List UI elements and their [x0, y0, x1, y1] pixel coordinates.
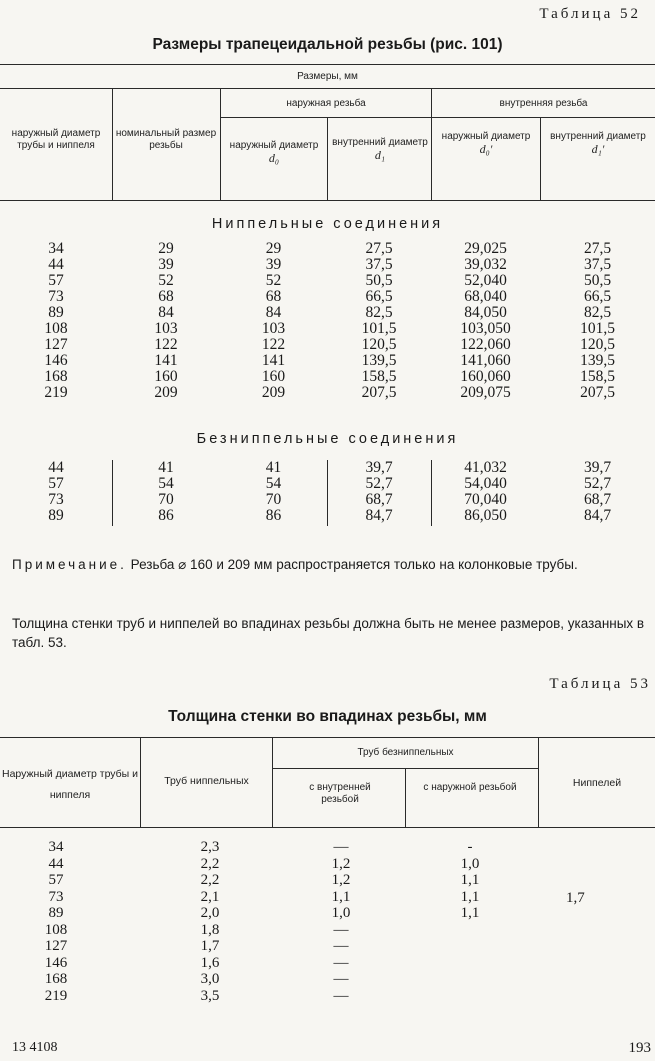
- table-row: [0, 354, 655, 368]
- table-cell: 57: [48, 475, 64, 492]
- header-outer-pipe: наружный диаметр трубы и ниппеля: [11, 128, 101, 151]
- table-cell: 139,5: [580, 352, 615, 369]
- table-cell: 146: [44, 954, 68, 971]
- table-cell: 1,0: [460, 855, 480, 872]
- table-cell: 168: [44, 368, 68, 385]
- table-cell: 122: [261, 336, 286, 353]
- table-cell: 160: [261, 368, 286, 385]
- table-row: [0, 923, 655, 937]
- table-cell: 66,5: [365, 288, 393, 305]
- table-cell: 29: [265, 240, 282, 257]
- table-cell: 1,1: [460, 888, 480, 905]
- table52-title: Размеры трапецеидальной резьбы (рис. 101): [152, 36, 503, 53]
- table-cell: 127: [44, 938, 68, 954]
- table-cell: 2,3: [200, 839, 220, 855]
- table-cell: 68: [158, 288, 174, 305]
- table-cell: 66,5: [583, 288, 612, 305]
- table-cell: 86,050: [464, 507, 507, 524]
- header-inner-thread: внутренняя резьба: [499, 98, 588, 109]
- note-label: Примечание.: [12, 557, 127, 572]
- table-cell: 54: [265, 475, 282, 492]
- table-cell: 122: [154, 336, 178, 353]
- table-cell: 29,025: [464, 240, 507, 257]
- table-row: [0, 322, 655, 336]
- table-cell: 68,7: [365, 491, 393, 508]
- table-cell: 160,060: [460, 368, 511, 385]
- table-cell: 158,5: [580, 368, 615, 385]
- table-row: [0, 890, 655, 904]
- table-cell: 1,0: [331, 905, 351, 921]
- table-cell: —: [333, 987, 349, 1004]
- table-cell: 1,1: [460, 872, 480, 888]
- note: [12, 555, 652, 574]
- header-group-sizes: Размеры, мм: [297, 71, 358, 82]
- table-cell: 122,060: [460, 336, 511, 353]
- table-cell: —: [333, 971, 349, 987]
- t53-header-nippleless-group: Труб безниппельных: [357, 747, 454, 758]
- table-cell: 52,040: [464, 272, 507, 289]
- table-cell: 86: [158, 507, 174, 524]
- table-row: [0, 461, 655, 475]
- table-cell: —: [333, 921, 349, 938]
- table-cell: 1,2: [331, 855, 351, 872]
- table-cell: 39: [265, 256, 282, 273]
- table-row: [0, 274, 655, 288]
- table-cell: 70: [265, 491, 282, 508]
- table-cell: 89: [48, 304, 64, 321]
- table52-label: Таблица 52: [539, 6, 641, 22]
- table-cell: 37,5: [583, 256, 612, 273]
- table-cell: 101,5: [580, 320, 615, 337]
- table-cell: 1,6: [200, 954, 220, 971]
- table-cell: 108: [44, 921, 68, 938]
- table-cell: 89: [48, 507, 64, 524]
- table-row: [0, 509, 655, 523]
- table-cell: 52,7: [365, 475, 393, 492]
- header-inner-diam-d1p: внутренний диаметр d₁': [550, 131, 646, 156]
- table-cell: 158,5: [361, 368, 397, 385]
- table-cell: 2,1: [200, 888, 220, 905]
- table-cell: 27,5: [365, 240, 393, 257]
- table-cell: 139,5: [361, 352, 397, 369]
- header-outer-diam-d0p: наружный диаметр d₀': [441, 131, 531, 156]
- table-cell: 2,2: [200, 872, 220, 888]
- table-row: [0, 477, 655, 491]
- table-cell: 41: [265, 459, 282, 476]
- table-cell: 160: [154, 368, 178, 385]
- table-row: [0, 906, 655, 920]
- header-inner-diam-d1: внутренний диаметр d₁: [332, 137, 428, 162]
- table-cell: 209: [154, 384, 178, 401]
- table-cell: 44: [48, 855, 64, 872]
- table-cell: 2,0: [200, 905, 220, 921]
- t53-header-outer-diam: Наружный диаметр трубы и ниппеля: [1, 768, 138, 801]
- table-cell: 103: [154, 320, 178, 337]
- table-row: [0, 242, 655, 256]
- table-cell: 209,075: [460, 384, 511, 401]
- table-cell: 3,5: [200, 987, 220, 1004]
- page-number: 193: [628, 1040, 651, 1056]
- table-cell: —: [333, 938, 349, 954]
- header-outer-thread: наружная резьба: [286, 98, 366, 109]
- table-row: [0, 972, 655, 986]
- table-cell: 39: [158, 256, 174, 273]
- table-cell: 84: [265, 304, 282, 321]
- table-cell: 52: [265, 272, 282, 289]
- table-row: [0, 857, 655, 871]
- table-row: [0, 338, 655, 352]
- table-row: [0, 840, 655, 854]
- table-cell: 41,032: [464, 459, 507, 476]
- table-cell: 37,5: [365, 256, 393, 273]
- table-cell: 52,7: [583, 475, 612, 492]
- table-cell: 103,050: [460, 320, 511, 337]
- table-cell: 84,050: [464, 304, 507, 321]
- header-nominal: номинальный размер резьбы: [115, 128, 217, 151]
- table-cell: 54,040: [464, 475, 507, 492]
- table-cell: 103: [261, 320, 286, 337]
- table-row: [0, 989, 655, 1003]
- printer-signature: 13 4108: [12, 1040, 58, 1055]
- table-cell: 141: [154, 352, 178, 369]
- table-cell: 1,1: [460, 905, 480, 921]
- table-cell: 57: [48, 872, 64, 888]
- table-cell: 207,5: [580, 384, 615, 401]
- table-row: [0, 493, 655, 507]
- t53-header-nipples: Ниппелей: [572, 777, 622, 789]
- table-cell: 39,032: [464, 256, 507, 273]
- table-cell: —: [333, 954, 349, 971]
- table-cell: 70,040: [464, 491, 507, 508]
- table-cell: 89: [48, 905, 64, 921]
- table-cell: 101,5: [361, 320, 397, 337]
- table-cell: 50,5: [365, 272, 393, 289]
- table-cell: 1,8: [200, 921, 220, 938]
- t53-header-inner-thread: с внутренней резьбой: [309, 782, 371, 805]
- table-row: [0, 956, 655, 970]
- table-cell: -: [467, 839, 473, 855]
- table-cell: 84: [158, 304, 174, 321]
- table-cell: 68: [265, 288, 282, 305]
- table-cell: 84,7: [365, 507, 393, 524]
- table-cell: 39,7: [365, 459, 393, 476]
- table-row: [0, 939, 655, 953]
- table-cell: 1,1: [331, 888, 351, 905]
- table-cell: 1,2: [331, 872, 351, 888]
- table-cell: 54: [158, 475, 174, 492]
- table-row: [0, 290, 655, 304]
- t53-nipple-value: 1,7: [566, 890, 585, 906]
- table-row: [0, 306, 655, 320]
- table-row: [0, 258, 655, 272]
- table-cell: 86: [265, 507, 282, 524]
- table-cell: 3,0: [200, 971, 220, 987]
- table-row: [0, 386, 655, 400]
- table-cell: 44: [48, 459, 64, 476]
- table-cell: 84,7: [583, 507, 612, 524]
- section-nippleless-connections: Безниппельные соединения: [196, 431, 459, 447]
- t53-header-outer-thread: с наружной резьбой: [423, 782, 517, 793]
- table-cell: 108: [44, 320, 68, 337]
- table-cell: 68,7: [583, 491, 612, 508]
- table-cell: 207,5: [361, 384, 397, 401]
- paragraph: Толщина стенки труб и ниппелей во впадинах резьбы должна быть не менее размеров, указанных в табл. 53.: [12, 616, 645, 650]
- table-row: [0, 370, 655, 384]
- table-cell: 219: [44, 384, 68, 401]
- section-nipple-connections: Ниппельные соединения: [211, 216, 444, 232]
- table53-title: Толщина стенки во впадинах резьбы, мм: [168, 708, 487, 725]
- table-cell: 73: [48, 491, 64, 508]
- table-cell: 68,040: [464, 288, 507, 305]
- table-cell: 39,7: [583, 459, 612, 476]
- t53-header-nipple-pipes: Труб ниппельных: [164, 775, 249, 787]
- table-cell: 219: [44, 987, 68, 1004]
- table-cell: 2,2: [200, 855, 220, 872]
- table-cell: 146: [44, 352, 68, 369]
- table-cell: 1,7: [200, 938, 220, 954]
- table-cell: 209: [261, 384, 286, 401]
- table-cell: 27,5: [583, 240, 612, 257]
- table-cell: 29: [158, 240, 174, 257]
- table-cell: 73: [48, 888, 64, 905]
- header-outer-diam-d0: наружный диаметр d₀: [229, 140, 319, 165]
- table-cell: 50,5: [583, 272, 612, 289]
- table-cell: 70: [158, 491, 174, 508]
- table-cell: 44: [48, 256, 64, 273]
- table-cell: —: [333, 839, 349, 855]
- table-cell: 141,060: [460, 352, 511, 369]
- table-cell: 82,5: [365, 304, 393, 321]
- table-cell: 127: [44, 336, 68, 353]
- table53-label: Таблица 53: [549, 676, 651, 692]
- table-cell: 34: [48, 240, 64, 257]
- table-cell: 168: [44, 971, 68, 987]
- table-cell: 141: [261, 352, 286, 369]
- table-cell: 82,5: [583, 304, 612, 321]
- table-cell: 73: [48, 288, 64, 305]
- table-row: [0, 873, 655, 887]
- table-cell: 41: [158, 459, 174, 476]
- table-cell: 57: [48, 272, 64, 289]
- note-text: Резьба ⌀ 160 и 209 мм распространяется только на колонковые трубы.: [130, 557, 578, 572]
- table-cell: 120,5: [580, 336, 615, 353]
- table-cell: 52: [158, 272, 174, 289]
- table-cell: 120,5: [361, 336, 397, 353]
- table-cell: 34: [48, 839, 64, 855]
